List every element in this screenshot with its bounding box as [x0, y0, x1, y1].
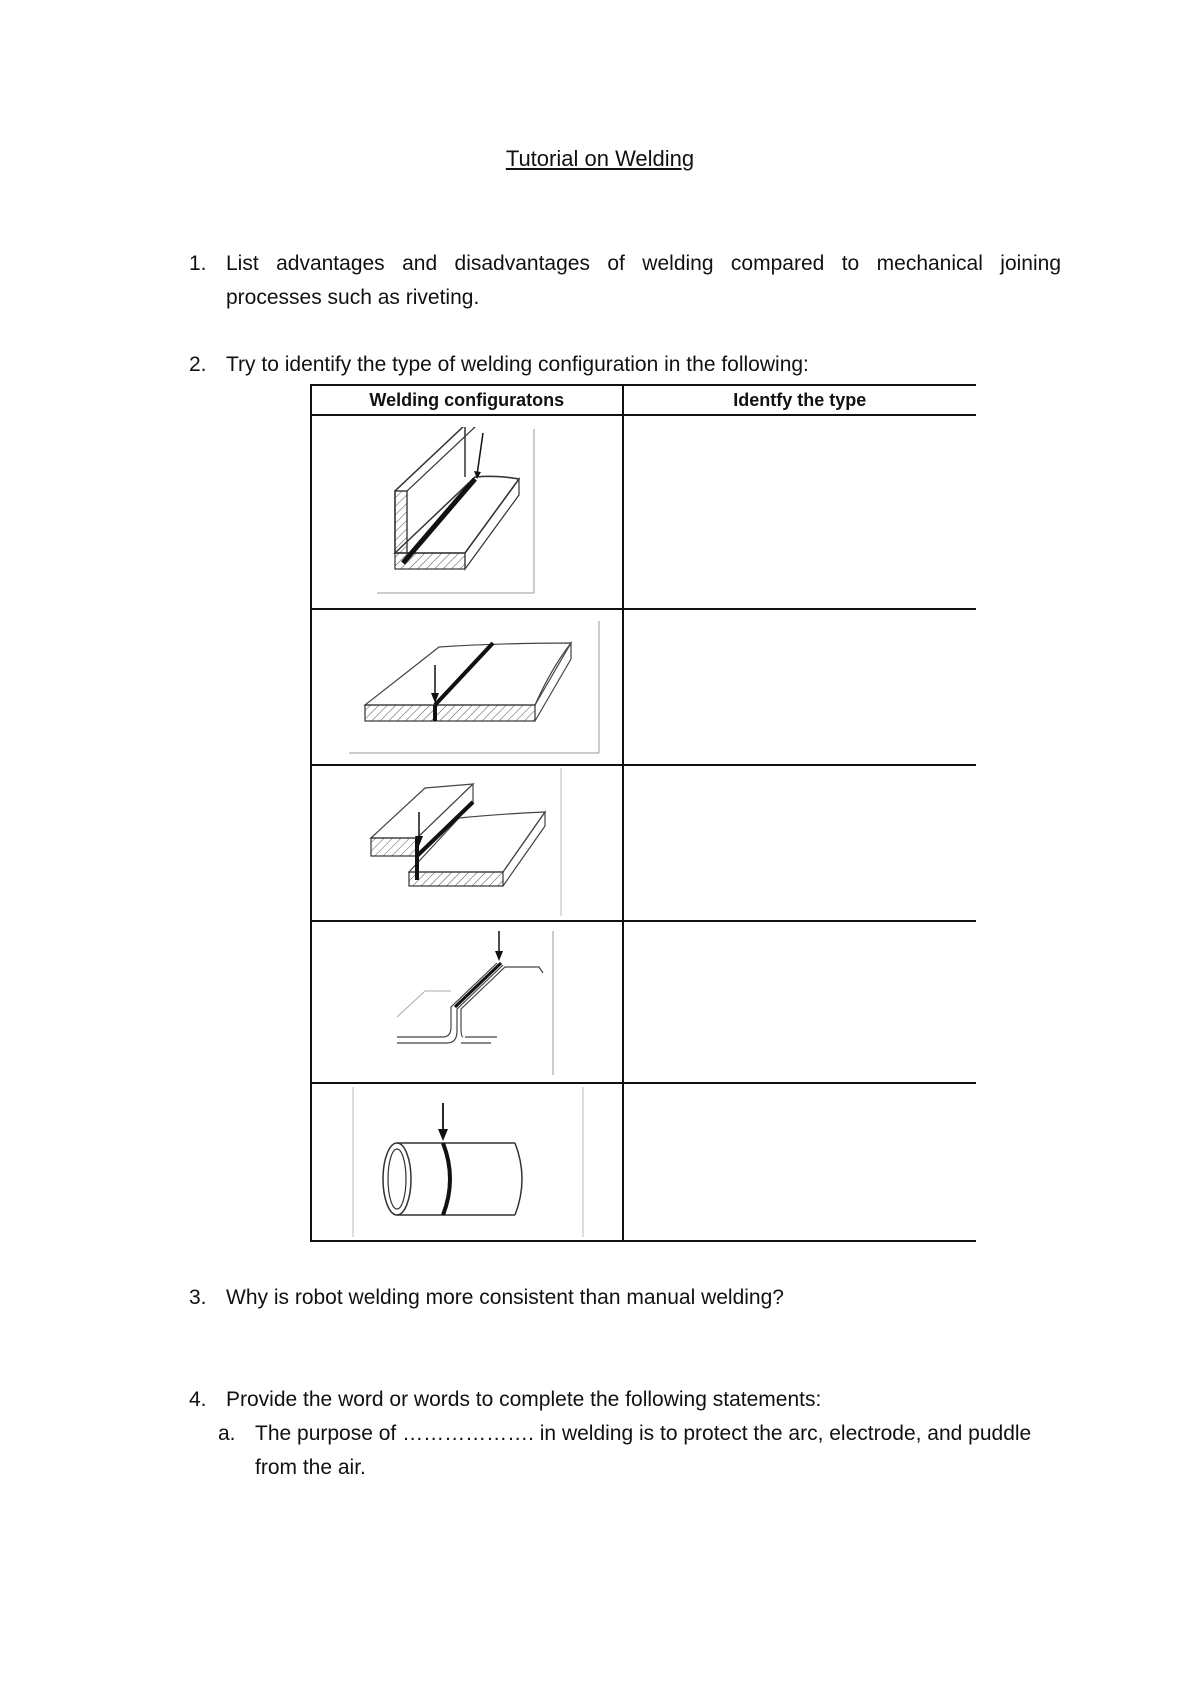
question-4a-text	[255, 1417, 1061, 1485]
question-1-number: 1.	[189, 252, 207, 275]
question-1-text	[226, 247, 1061, 315]
lap-weld-figure	[369, 768, 565, 918]
flange-weld-figure	[377, 927, 557, 1077]
question-2-number: 2.	[189, 353, 207, 376]
question-4a	[218, 1417, 1061, 1487]
question-4-number: 4.	[189, 1388, 207, 1411]
question-2	[189, 348, 1061, 382]
question-4-text: Provide the word or words to complete the following statements:	[226, 1388, 822, 1411]
butt-weld-figure	[331, 617, 603, 757]
figure-cell	[311, 765, 623, 921]
question-1-line-2: processes such as riveting.	[226, 286, 480, 309]
answer-cell[interactable]	[623, 415, 976, 609]
question-3-text: Why is robot welding more consistent than manual welding?	[226, 1286, 784, 1309]
answer-cell[interactable]	[623, 1083, 976, 1241]
page-title: Tutorial on Welding	[505, 146, 695, 171]
question-3	[189, 1281, 1061, 1315]
question-1	[189, 247, 1061, 317]
table-row	[311, 921, 976, 1083]
question-4a-letter: a.	[218, 1422, 236, 1445]
answer-cell[interactable]	[623, 609, 976, 765]
table-row	[311, 609, 976, 765]
header-identify-type: Identfy the type	[623, 385, 976, 415]
welding-configurations-table	[310, 384, 976, 1242]
table-row	[311, 1083, 976, 1241]
figure-cell	[311, 921, 623, 1083]
header-welding-configurations: Welding configuratons	[311, 385, 623, 415]
pipe-weld-figure	[347, 1085, 587, 1239]
answer-cell[interactable]	[623, 921, 976, 1083]
question-4a-line-1: The purpose of ………………. in welding is to protect the arc, electrode, and puddle	[255, 1422, 1032, 1445]
question-1-line-1: List advantages and disadvantages of welding compared to mechanical joining	[226, 252, 1061, 275]
question-4a-line-2: from the air.	[255, 1456, 366, 1479]
table-row	[311, 765, 976, 921]
table-header-row	[311, 385, 976, 415]
question-2-text: Try to identify the type of welding configuration in the following:	[226, 353, 809, 376]
table-row	[311, 415, 976, 609]
figure-cell	[311, 415, 623, 609]
question-3-number: 3.	[189, 1286, 207, 1309]
question-4	[189, 1383, 1061, 1417]
answer-cell[interactable]	[623, 765, 976, 921]
fillet-weld-figure	[347, 427, 587, 597]
figure-cell	[311, 609, 623, 765]
figure-cell	[311, 1083, 623, 1241]
